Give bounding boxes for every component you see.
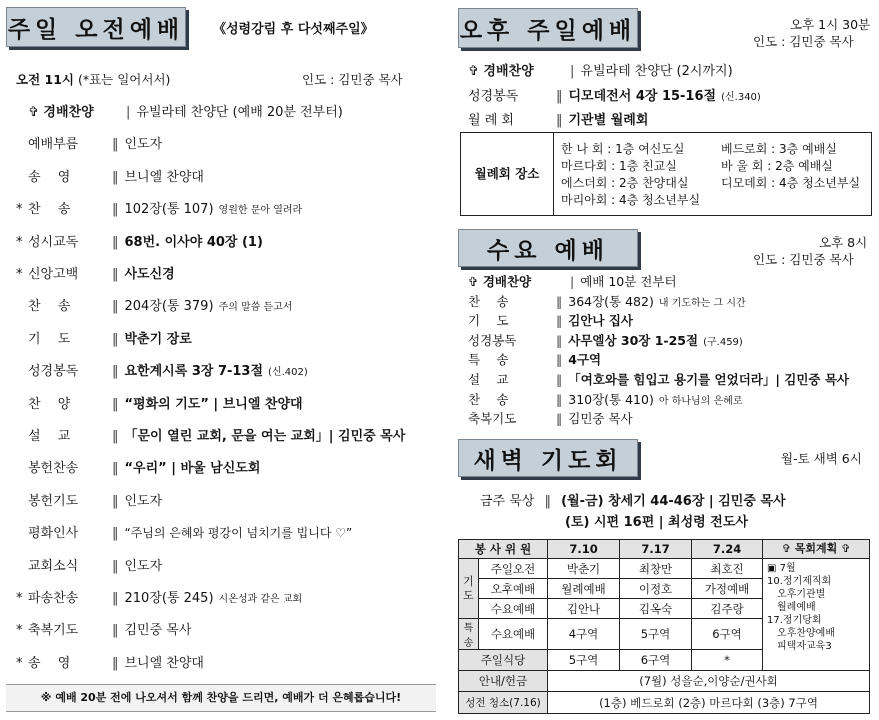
order-item: [468, 370, 849, 388]
order-label: 월 례 회: [468, 113, 514, 128]
separator: ‖: [556, 411, 563, 427]
table-cell: 5구역: [620, 619, 692, 650]
table-date: 7.10: [548, 540, 620, 559]
table-cell: 김주랑: [692, 599, 763, 619]
table-cell: 이정호: [620, 579, 692, 599]
order-label: 송 영: [28, 169, 71, 185]
standing-mark: *: [16, 202, 23, 218]
order-item: [468, 331, 743, 349]
separator: ‖: [112, 396, 119, 412]
order-item: [468, 292, 746, 310]
order-item: [468, 390, 743, 408]
separator: ‖: [556, 88, 563, 104]
separator: ‖: [112, 169, 119, 185]
plan-item: 피택자교육3: [767, 641, 832, 652]
order-content: 박춘기 장로: [124, 331, 192, 347]
order-label: 평화인사: [28, 526, 79, 542]
order-note: 내 기도하는 그 시간: [658, 297, 746, 309]
morning-time-line: [16, 70, 170, 88]
morning-leader: 인도 : 김민중 목사: [302, 72, 403, 87]
dawn-meditation-row: [480, 490, 786, 509]
morning-worship-title: 주일 오전예배: [6, 7, 186, 47]
pastoral-plan-title: ✞ 목회계획 ✞: [763, 540, 869, 559]
morning-time: 오전 11시: [16, 72, 74, 87]
venue-item: 바 울 회 : 2층 예배실: [721, 159, 833, 173]
order-label: 기 도: [28, 331, 71, 347]
order-content: 김민중 목사: [124, 623, 192, 639]
order-note: (구.459): [703, 336, 743, 348]
order-label: 성시교독: [28, 234, 79, 250]
table-row-name: 오후예배: [479, 579, 548, 599]
separator: ‖: [112, 526, 119, 542]
order-label: 찬 송: [468, 391, 509, 407]
order-content: 유빌라테 찬양단 (2시까지): [580, 64, 733, 79]
order-item: [16, 360, 308, 379]
dawn-time: 월-토 새벽 6시: [781, 451, 862, 466]
table-cell: 최호진: [692, 559, 763, 579]
separator: |: [570, 274, 575, 289]
separator: ‖: [556, 372, 563, 387]
order-item: [468, 85, 761, 104]
order-item: [468, 60, 733, 79]
order-content: 68번. 이사야 40장 (1): [124, 234, 263, 250]
separator: ‖: [112, 202, 119, 218]
separator: ‖: [556, 391, 563, 407]
order-label: 봉헌기도: [28, 493, 79, 509]
order-content: “우리” | 바울 남신도회: [124, 461, 261, 477]
venue-item: 베드로회 : 3층 예배실: [721, 142, 837, 156]
order-item: [16, 166, 204, 185]
order-item: [16, 652, 204, 671]
order-content: 김안나 집사: [568, 313, 633, 329]
afternoon-worship-title: 오후 주일예배: [458, 8, 638, 48]
order-content: “주님의 은혜와 평강이 넘치기를 빕니다 ♡”: [124, 526, 353, 541]
order-item: [16, 619, 191, 638]
table-cell: 월례예배: [548, 579, 620, 599]
order-item: [468, 350, 601, 368]
order-item: [16, 231, 263, 250]
separator: ‖: [112, 364, 119, 380]
table-cell: 가정예배: [692, 579, 763, 599]
venue-list-right: [721, 141, 860, 192]
separator: ‖: [556, 332, 563, 348]
separator: ‖: [112, 234, 119, 250]
order-label: 파송찬송: [28, 591, 79, 606]
plan-item: 월례예배: [767, 602, 816, 613]
table-cell: 4구역: [548, 619, 620, 650]
separator: ‖: [112, 493, 119, 509]
order-label: 예배부름: [28, 137, 79, 153]
order-note: 아 하나님의 은혜로: [658, 395, 743, 407]
standing-mark: *: [16, 234, 23, 250]
order-content: 364장(통 482): [568, 293, 654, 309]
cleaning-value: (1층) 베드로회 (2층) 마르다회 (3층) 7구역: [548, 692, 870, 714]
order-content: 유빌라테 찬양단 (예배 20분 전부터): [136, 105, 343, 120]
order-content: 인도자: [124, 493, 163, 509]
table-cell: 6구역: [620, 650, 692, 671]
order-item: [468, 109, 648, 128]
table-row-name: 수요예배: [479, 599, 548, 619]
separator: ‖: [112, 299, 119, 315]
separator: ‖: [112, 558, 119, 574]
order-item: [16, 328, 192, 347]
monthly-meeting-venues: [460, 132, 872, 216]
order-content: 사도신경: [124, 267, 175, 282]
order-label: 축복기도: [468, 411, 517, 427]
plan-item: 17.정기당회: [767, 615, 822, 626]
order-label: 성경봉독: [468, 332, 517, 348]
order-content: 4구역: [568, 352, 602, 368]
standing-mark: *: [16, 655, 23, 671]
order-item: [16, 198, 302, 217]
venue-item: 마르다회 : 1층 친교실: [561, 159, 677, 173]
order-item: [16, 522, 352, 541]
order-content: 310장(통 410): [568, 391, 654, 407]
venue-list-left: [561, 141, 700, 209]
order-note: (신.402): [268, 367, 308, 379]
order-label: 기 도: [468, 313, 509, 329]
order-label: 찬 양: [28, 396, 71, 412]
order-item: [16, 490, 162, 509]
order-label: 특 송: [468, 352, 509, 368]
order-item: [16, 457, 260, 476]
dawn-meditation-line2: (토) 시편 16편 | 최성령 전도사: [565, 515, 748, 530]
table-row-name: 주일오전: [479, 559, 548, 579]
order-content: 인도자: [124, 137, 163, 153]
order-label: 봉헌찬송: [28, 461, 79, 477]
order-label: ✞ 경배찬양: [28, 105, 94, 120]
venue-item: 에스더회 : 2층 찬양대실: [561, 176, 689, 190]
table-cell: 6구역: [692, 619, 763, 650]
special-group-label: 특송: [459, 619, 479, 650]
order-label: ✞ 경배찬양: [468, 274, 532, 289]
table-row-name: 성전 청소(7.16): [459, 692, 548, 714]
table-row-name: 주일식당: [459, 650, 548, 671]
order-note: 시온성과 같은 교회: [218, 594, 303, 605]
table-date: 7.17: [620, 540, 692, 559]
afternoon-leader: 인도 : 김민중 목사: [753, 34, 854, 49]
morning-worship-subtitle: 《성령강림 후 다섯째주일》: [213, 22, 374, 37]
order-content: 인도자: [124, 558, 163, 574]
pastoral-plan: [763, 540, 870, 671]
separator: |: [126, 105, 131, 120]
wednesday-worship-title: 수요 예배: [458, 229, 638, 267]
separator: ‖: [556, 313, 563, 329]
order-label: 축복기도: [28, 623, 79, 639]
table-row-name: 안내/헌금: [459, 671, 548, 692]
standing-note: (*표는 일어서서): [77, 72, 171, 87]
afternoon-time: 오후 1시 30분: [790, 17, 871, 32]
separator: ‖: [112, 461, 119, 477]
standing-mark: *: [16, 591, 23, 606]
table-cell: 김옥숙: [620, 599, 692, 619]
order-item: [468, 272, 677, 290]
separator: ‖: [112, 429, 119, 444]
separator: ‖: [112, 331, 119, 347]
order-label: 신앙고백: [28, 267, 79, 282]
table-cell: *: [692, 650, 763, 671]
standing-mark: *: [16, 623, 23, 639]
order-content: 사무엘상 30장 1-25절: [568, 332, 699, 348]
order-content: 브니엘 찬양대: [124, 169, 204, 185]
table-cell: 박춘기: [548, 559, 620, 579]
order-label: 찬 송: [468, 293, 509, 309]
prayer-group-label: 기도: [459, 559, 479, 619]
order-label: 설 교: [28, 429, 71, 444]
separator: ‖: [112, 591, 119, 606]
venue-item: 한 나 회 : 1층 여신도실: [561, 142, 685, 156]
plan-item: 오후찬양예배: [767, 628, 835, 639]
separator: ‖: [112, 137, 119, 153]
order-item: [16, 393, 303, 412]
separator: ‖: [544, 494, 552, 509]
separator: ‖: [556, 113, 563, 128]
order-note: 주의 말씀 듣고서: [218, 302, 293, 314]
order-content: 요한계시록 3장 7-13절: [124, 364, 264, 380]
order-item: [16, 295, 293, 314]
order-item: [16, 263, 175, 282]
separator: ‖: [112, 655, 119, 671]
order-label: 성경봉독: [468, 88, 519, 104]
order-content: 기관별 월례회: [568, 113, 649, 128]
order-content: 204장(통 379): [124, 299, 214, 315]
separator: ‖: [112, 623, 119, 639]
order-label: ✞ 경배찬양: [468, 64, 534, 79]
order-note: 영원한 문아 열려라: [218, 205, 303, 217]
order-content: 「여호와를 힘입고 용기를 얻었더라」| 김민중 목사: [568, 372, 850, 387]
order-content: “평화의 기도” | 브니엘 찬양대: [124, 396, 303, 412]
venue-item: 마리아회 : 4층 청소년부실: [561, 193, 701, 207]
plan-item: ▣ 7월: [767, 563, 796, 574]
separator: |: [570, 64, 575, 79]
dawn-prayer-title: 새벽 기도회: [458, 439, 638, 477]
venue-label: 월례회 장소: [474, 166, 540, 181]
plan-item: 10.정기제직회: [767, 576, 832, 587]
order-content: 김민중 목사: [568, 411, 633, 427]
order-item: [468, 409, 633, 427]
order-label: 찬 송: [28, 299, 71, 315]
order-label: 송 영: [28, 655, 71, 671]
wednesday-leader: 인도 : 김민중 목사: [753, 252, 854, 267]
order-item: [16, 587, 302, 606]
order-content: 디모데전서 4장 15-16절: [568, 88, 717, 104]
order-item: [16, 555, 162, 574]
separator: ‖: [112, 267, 119, 282]
order-item: [16, 425, 405, 444]
table-cell: 최창만: [620, 559, 692, 579]
venue-item: 디모데회 : 4층 청소년부실: [721, 176, 861, 190]
guide-offering-value: (7월) 성을순,이양순/권사회: [548, 671, 870, 692]
wednesday-time: 오후 8시: [819, 235, 868, 250]
table-cell: 김안나: [548, 599, 620, 619]
order-item: [16, 133, 162, 152]
table-header-committee: 봉 사 위 원: [459, 540, 548, 559]
service-table: [458, 539, 870, 714]
table-date: 7.24: [692, 540, 763, 559]
order-label: 성경봉독: [28, 364, 79, 380]
order-content: 「문이 열린 교회, 문을 여는 교회」| 김민중 목사: [124, 429, 406, 444]
order-content: 예배 10분 전부터: [580, 274, 677, 289]
order-label: 교회소식: [28, 558, 79, 574]
order-note: (신.340): [721, 91, 761, 103]
dawn-meditation-line1: (월-금) 창세기 44-46장 | 김민중 목사: [561, 494, 786, 509]
order-content: 브니엘 찬양대: [124, 655, 204, 671]
dawn-meditation-label: 금주 묵상: [480, 494, 535, 509]
separator: ‖: [556, 293, 563, 309]
plan-item: 오후기관별: [767, 589, 826, 600]
morning-footer-note: ※ 예배 20분 전에 나오셔서 함께 찬양을 드리면, 예배가 더 은혜롭습니다!: [6, 684, 436, 712]
standing-mark: *: [16, 267, 23, 282]
order-label: 설 교: [468, 372, 509, 387]
separator: ‖: [556, 352, 563, 368]
order-item: [16, 101, 343, 120]
table-cell: 5구역: [548, 650, 620, 671]
order-item: [468, 311, 633, 329]
table-row-name: 수요예배: [479, 619, 548, 650]
order-label: 찬 송: [28, 202, 71, 218]
order-content: 210장(통 245): [124, 591, 214, 606]
order-content: 102장(통 107): [124, 202, 214, 218]
